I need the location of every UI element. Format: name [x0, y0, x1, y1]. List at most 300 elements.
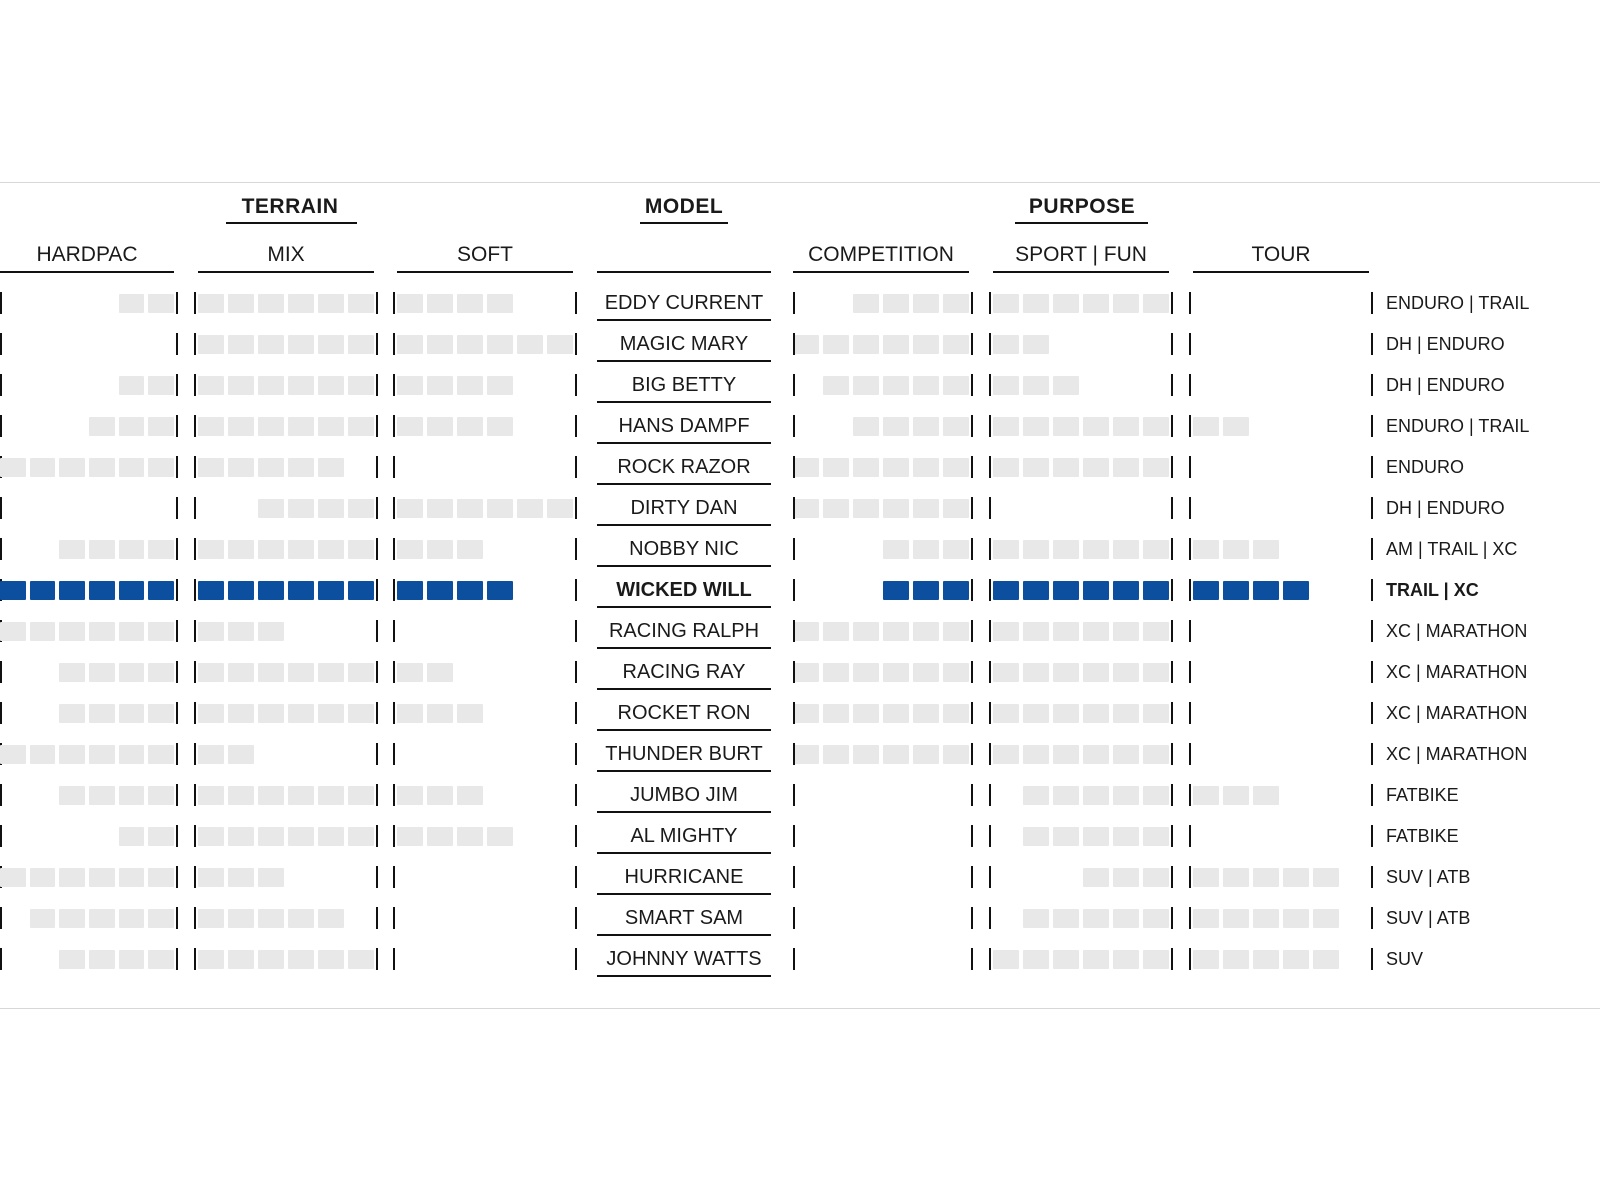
scale-block-sport-fun — [1023, 540, 1049, 559]
subcolumn-underline-soft — [397, 271, 573, 273]
table-row[interactable] — [0, 780, 1600, 821]
scale-block-competition — [913, 458, 939, 477]
scale-block-mix — [258, 540, 284, 559]
scale-tick — [194, 415, 196, 437]
model-name-underline — [597, 401, 771, 403]
scale-block-tour — [1193, 417, 1219, 436]
scale-block-hardpac — [30, 458, 56, 477]
scale-tick — [793, 907, 795, 929]
scale-block-competition — [943, 622, 969, 641]
model-name-underline — [597, 606, 771, 608]
table-row[interactable] — [0, 616, 1600, 657]
table-row[interactable] — [0, 411, 1600, 452]
scale-block-mix — [198, 581, 224, 600]
scale-block-mix — [318, 294, 344, 313]
scale-block-tour — [1193, 540, 1219, 559]
scale-tick — [1171, 456, 1173, 478]
scale-block-soft — [427, 417, 453, 436]
top-divider — [0, 182, 1600, 183]
model-name[interactable]: THUNDER BURT — [605, 743, 763, 765]
scale-tick — [1189, 538, 1191, 560]
scale-block-competition — [943, 335, 969, 354]
scale-tick — [176, 415, 178, 437]
subcolumn-title-sport-fun: SPORT | FUN — [1015, 243, 1147, 266]
scale-tick — [176, 907, 178, 929]
scale-tick — [194, 620, 196, 642]
scale-block-competition — [793, 704, 819, 723]
scale-block-competition — [853, 745, 879, 764]
scale-block-mix — [288, 581, 314, 600]
scale-tick — [575, 948, 577, 970]
scale-block-soft — [487, 294, 513, 313]
scale-block-hardpac — [119, 786, 145, 805]
scale-tick — [176, 538, 178, 560]
scale-block-competition — [793, 499, 819, 518]
scale-block-hardpac — [89, 622, 115, 641]
scale-tick — [1189, 456, 1191, 478]
scale-block-tour — [1223, 417, 1249, 436]
model-name[interactable]: SMART SAM — [624, 907, 744, 929]
scale-tick — [1171, 702, 1173, 724]
model-name[interactable]: MAGIC MARY — [619, 333, 749, 355]
subcolumn-title-tour: TOUR — [1251, 243, 1311, 266]
scale-tick — [1189, 579, 1191, 601]
scale-block-competition — [823, 663, 849, 682]
scale-block-sport-fun — [1053, 581, 1079, 600]
scale-tick — [971, 743, 973, 765]
scale-block-sport-fun — [1023, 745, 1049, 764]
scale-block-mix — [198, 663, 224, 682]
scale-block-hardpac — [30, 909, 56, 928]
scale-tick — [793, 661, 795, 683]
scale-tick — [1189, 292, 1191, 314]
scale-tick — [1371, 374, 1373, 396]
scale-block-sport-fun — [1143, 704, 1169, 723]
scale-tick — [194, 907, 196, 929]
scale-block-sport-fun — [1083, 950, 1109, 969]
scale-block-sport-fun — [1083, 827, 1109, 846]
scale-tick — [393, 702, 395, 724]
purpose-label: TRAIL | XC — [1386, 580, 1479, 600]
scale-block-competition — [793, 663, 819, 682]
scale-block-competition — [913, 581, 939, 600]
model-name[interactable]: HURRICANE — [624, 866, 744, 888]
scale-block-soft — [397, 581, 423, 600]
scale-tick — [176, 374, 178, 396]
scale-block-soft — [427, 376, 453, 395]
scale-block-sport-fun — [1083, 622, 1109, 641]
scale-block-soft — [457, 417, 483, 436]
group-title-purpose: PURPOSE — [1028, 195, 1136, 218]
scale-block-hardpac — [89, 704, 115, 723]
scale-block-competition — [913, 294, 939, 313]
scale-block-sport-fun — [1143, 540, 1169, 559]
purpose-label: ENDURO — [1386, 457, 1465, 477]
scale-block-sport-fun — [1143, 950, 1169, 969]
scale-block-mix — [288, 417, 314, 436]
scale-block-competition — [853, 499, 879, 518]
scale-block-sport-fun — [1083, 581, 1109, 600]
subcolumn-title-mix: MIX — [267, 243, 305, 266]
model-name[interactable]: BIG BETTY — [631, 374, 737, 396]
scale-block-competition — [913, 622, 939, 641]
model-name-underline — [597, 770, 771, 772]
scale-tick — [176, 661, 178, 683]
scale-block-tour — [1223, 950, 1249, 969]
scale-block-sport-fun — [1023, 786, 1049, 805]
scale-block-soft — [487, 335, 513, 354]
scale-block-mix — [318, 540, 344, 559]
scale-tick — [989, 825, 991, 847]
scale-tick — [194, 743, 196, 765]
purpose-label: AM | TRAIL | XC — [1386, 539, 1518, 559]
scale-tick — [376, 579, 378, 601]
subcolumn-underline-sport-fun — [993, 271, 1169, 273]
scale-block-mix — [198, 827, 224, 846]
scale-tick — [575, 907, 577, 929]
scale-tick — [971, 620, 973, 642]
scale-tick — [793, 825, 795, 847]
scale-block-mix — [258, 458, 284, 477]
scale-block-competition — [883, 499, 909, 518]
scale-block-soft — [397, 376, 423, 395]
scale-block-hardpac — [148, 745, 174, 764]
scale-block-sport-fun — [1053, 417, 1079, 436]
scale-block-hardpac — [89, 417, 115, 436]
scale-block-soft — [427, 704, 453, 723]
scale-tick — [376, 497, 378, 519]
scale-block-sport-fun — [1143, 417, 1169, 436]
subcolumn-underline-competition — [793, 271, 969, 273]
scale-tick — [194, 702, 196, 724]
model-name[interactable]: RACING RALPH — [608, 620, 760, 642]
table-row[interactable] — [0, 657, 1600, 698]
scale-block-competition — [883, 663, 909, 682]
table-row[interactable] — [0, 944, 1600, 985]
scale-block-hardpac — [119, 376, 145, 395]
purpose-label: ENDURO | TRAIL — [1386, 293, 1530, 313]
scale-block-hardpac — [148, 622, 174, 641]
scale-block-sport-fun — [1053, 745, 1079, 764]
scale-block-hardpac — [148, 663, 174, 682]
table-row[interactable] — [0, 821, 1600, 862]
scale-block-soft — [457, 581, 483, 600]
scale-block-mix — [348, 663, 374, 682]
scale-block-mix — [288, 376, 314, 395]
model-name[interactable]: ROCK RAZOR — [617, 456, 751, 478]
scale-block-hardpac — [148, 417, 174, 436]
scale-tick — [1371, 743, 1373, 765]
scale-tick — [989, 415, 991, 437]
scale-block-hardpac — [119, 950, 145, 969]
scale-block-tour — [1193, 581, 1219, 600]
scale-block-tour — [1193, 868, 1219, 887]
table-row[interactable] — [0, 534, 1600, 575]
scale-block-sport-fun — [1083, 663, 1109, 682]
scale-block-sport-fun — [1053, 376, 1079, 395]
scale-block-sport-fun — [1143, 622, 1169, 641]
model-name-underline — [597, 647, 771, 649]
scale-block-competition — [853, 622, 879, 641]
scale-block-hardpac — [59, 868, 85, 887]
scale-tick — [971, 415, 973, 437]
scale-tick — [971, 702, 973, 724]
scale-block-hardpac — [0, 868, 26, 887]
scale-block-competition — [823, 458, 849, 477]
scale-tick — [793, 579, 795, 601]
scale-tick — [393, 374, 395, 396]
model-name[interactable]: AL MIGHTY — [630, 825, 738, 847]
scale-block-tour — [1223, 786, 1249, 805]
bottom-divider — [0, 1008, 1600, 1009]
subcolumn-title-hardpac: HARDPAC — [36, 243, 138, 266]
table-row[interactable] — [0, 288, 1600, 329]
scale-block-mix — [198, 745, 224, 764]
scale-block-sport-fun — [1083, 704, 1109, 723]
scale-tick — [194, 825, 196, 847]
scale-block-hardpac — [89, 786, 115, 805]
scale-tick — [0, 825, 2, 847]
scale-tick — [793, 866, 795, 888]
scale-block-hardpac — [119, 417, 145, 436]
scale-block-sport-fun — [1083, 417, 1109, 436]
scale-block-competition — [883, 704, 909, 723]
scale-block-mix — [228, 745, 254, 764]
scale-tick — [194, 784, 196, 806]
scale-block-sport-fun — [1053, 663, 1079, 682]
model-name[interactable]: EDDY CURRENT — [604, 292, 764, 314]
scale-block-mix — [258, 909, 284, 928]
scale-block-hardpac — [119, 540, 145, 559]
model-name[interactable]: ROCKET RON — [617, 702, 751, 724]
scale-block-soft — [397, 417, 423, 436]
scale-block-mix — [258, 294, 284, 313]
table-row[interactable] — [0, 903, 1600, 944]
scale-tick — [1171, 497, 1173, 519]
model-name-underline — [597, 729, 771, 731]
scale-block-sport-fun — [1023, 458, 1049, 477]
scale-tick — [793, 497, 795, 519]
purpose-label: SUV — [1386, 949, 1424, 969]
scale-tick — [989, 907, 991, 929]
scale-tick — [393, 866, 395, 888]
scale-tick — [1171, 538, 1173, 560]
purpose-label: DH | ENDURO — [1386, 498, 1505, 518]
subcolumn-title-competition: COMPETITION — [808, 243, 954, 266]
scale-block-sport-fun — [1083, 294, 1109, 313]
model-name[interactable]: HANS DAMPF — [618, 415, 750, 437]
scale-block-sport-fun — [1053, 458, 1079, 477]
scale-block-mix — [228, 581, 254, 600]
scale-block-mix — [348, 827, 374, 846]
model-name-underline — [597, 524, 771, 526]
scale-block-mix — [258, 827, 284, 846]
table-row[interactable] — [0, 698, 1600, 739]
scale-block-sport-fun — [1053, 827, 1079, 846]
scale-tick — [393, 825, 395, 847]
scale-block-sport-fun — [1083, 745, 1109, 764]
scale-tick — [176, 866, 178, 888]
scale-block-soft — [397, 663, 423, 682]
scale-tick — [793, 415, 795, 437]
scale-tick — [1189, 497, 1191, 519]
scale-block-sport-fun — [1143, 663, 1169, 682]
scale-block-sport-fun — [1083, 786, 1109, 805]
purpose-label: FATBIKE — [1386, 785, 1459, 805]
scale-block-mix — [258, 581, 284, 600]
model-name[interactable]: JOHNNY WATTS — [606, 948, 762, 970]
scale-tick — [0, 538, 2, 560]
scale-tick — [376, 333, 378, 355]
purpose-label: XC | MARATHON — [1386, 621, 1528, 641]
scale-block-competition — [793, 458, 819, 477]
scale-block-competition — [793, 745, 819, 764]
scale-tick — [971, 948, 973, 970]
scale-block-mix — [228, 827, 254, 846]
scale-tick — [793, 538, 795, 560]
scale-block-soft — [487, 417, 513, 436]
scale-block-mix — [288, 909, 314, 928]
scale-block-mix — [198, 868, 224, 887]
scale-tick — [989, 333, 991, 355]
scale-block-mix — [198, 540, 224, 559]
scale-tick — [575, 661, 577, 683]
model-name-underline — [597, 688, 771, 690]
scale-tick — [793, 784, 795, 806]
table-row[interactable] — [0, 493, 1600, 534]
scale-block-sport-fun — [993, 376, 1019, 395]
scale-tick — [393, 907, 395, 929]
scale-tick — [793, 456, 795, 478]
scale-block-soft — [457, 704, 483, 723]
scale-block-tour — [1313, 950, 1339, 969]
scale-block-mix — [318, 581, 344, 600]
scale-tick — [575, 579, 577, 601]
scale-tick — [1371, 620, 1373, 642]
group-title-terrain: TERRAIN — [241, 195, 339, 218]
scale-block-tour — [1253, 950, 1279, 969]
scale-block-mix — [228, 540, 254, 559]
scale-block-sport-fun — [1083, 540, 1109, 559]
model-name[interactable]: NOBBY NIC — [629, 538, 739, 560]
scale-block-mix — [258, 868, 284, 887]
model-name[interactable]: JUMBO JIM — [630, 784, 738, 806]
scale-tick — [793, 743, 795, 765]
table-row[interactable] — [0, 329, 1600, 370]
scale-block-sport-fun — [1143, 745, 1169, 764]
scale-block-soft — [487, 581, 513, 600]
scale-block-mix — [288, 663, 314, 682]
scale-tick — [0, 333, 2, 355]
scale-tick — [194, 538, 196, 560]
model-name[interactable]: WICKED WILL — [616, 579, 752, 601]
scale-tick — [194, 292, 196, 314]
scale-tick — [1171, 825, 1173, 847]
scale-tick — [393, 333, 395, 355]
scale-block-mix — [348, 581, 374, 600]
scale-tick — [393, 497, 395, 519]
scale-block-mix — [228, 786, 254, 805]
scale-block-soft — [427, 499, 453, 518]
scale-tick — [1371, 333, 1373, 355]
scale-block-hardpac — [119, 622, 145, 641]
scale-block-tour — [1283, 868, 1309, 887]
scale-block-hardpac — [148, 294, 174, 313]
scale-block-mix — [288, 335, 314, 354]
scale-block-mix — [318, 335, 344, 354]
model-name[interactable]: DIRTY DAN — [630, 497, 738, 519]
scale-block-soft — [397, 294, 423, 313]
scale-block-hardpac — [59, 663, 85, 682]
scale-block-hardpac — [59, 622, 85, 641]
scale-tick — [971, 374, 973, 396]
scale-block-mix — [348, 950, 374, 969]
scale-block-hardpac — [148, 827, 174, 846]
scale-block-competition — [883, 458, 909, 477]
scale-block-tour — [1283, 581, 1309, 600]
scale-tick — [393, 661, 395, 683]
scale-tick — [0, 907, 2, 929]
scale-block-mix — [228, 868, 254, 887]
scale-block-hardpac — [148, 950, 174, 969]
scale-block-mix — [258, 786, 284, 805]
scale-tick — [1371, 825, 1373, 847]
scale-tick — [393, 415, 395, 437]
scale-tick — [194, 661, 196, 683]
scale-block-sport-fun — [1113, 827, 1139, 846]
scale-block-sport-fun — [1023, 827, 1049, 846]
scale-tick — [194, 333, 196, 355]
scale-block-competition — [943, 294, 969, 313]
scale-tick — [793, 702, 795, 724]
scale-block-competition — [853, 376, 879, 395]
scale-block-competition — [913, 376, 939, 395]
scale-block-soft — [487, 376, 513, 395]
purpose-label: DH | ENDURO — [1386, 334, 1505, 354]
subcolumn-title-soft: SOFT — [457, 243, 513, 266]
scale-block-mix — [288, 704, 314, 723]
scale-tick — [1171, 415, 1173, 437]
scale-block-soft — [427, 581, 453, 600]
table-row[interactable] — [0, 370, 1600, 411]
model-name[interactable]: RACING RAY — [622, 661, 746, 683]
scale-block-sport-fun — [993, 335, 1019, 354]
table-row[interactable] — [0, 575, 1600, 616]
model-name-underline — [597, 483, 771, 485]
scale-block-sport-fun — [993, 704, 1019, 723]
scale-block-sport-fun — [1053, 540, 1079, 559]
scale-tick — [989, 579, 991, 601]
scale-block-mix — [348, 417, 374, 436]
scale-tick — [194, 374, 196, 396]
scale-block-competition — [943, 745, 969, 764]
scale-block-sport-fun — [1083, 458, 1109, 477]
scale-tick — [1371, 415, 1373, 437]
scale-block-mix — [198, 294, 224, 313]
table-row[interactable] — [0, 739, 1600, 780]
scale-block-mix — [258, 335, 284, 354]
scale-tick — [575, 825, 577, 847]
scale-block-competition — [853, 417, 879, 436]
table-row[interactable] — [0, 452, 1600, 493]
scale-tick — [575, 702, 577, 724]
scale-tick — [1371, 702, 1373, 724]
table-row[interactable] — [0, 862, 1600, 903]
scale-block-sport-fun — [1113, 745, 1139, 764]
scale-block-competition — [853, 458, 879, 477]
scale-block-mix — [198, 376, 224, 395]
purpose-label: XC | MARATHON — [1386, 744, 1528, 764]
